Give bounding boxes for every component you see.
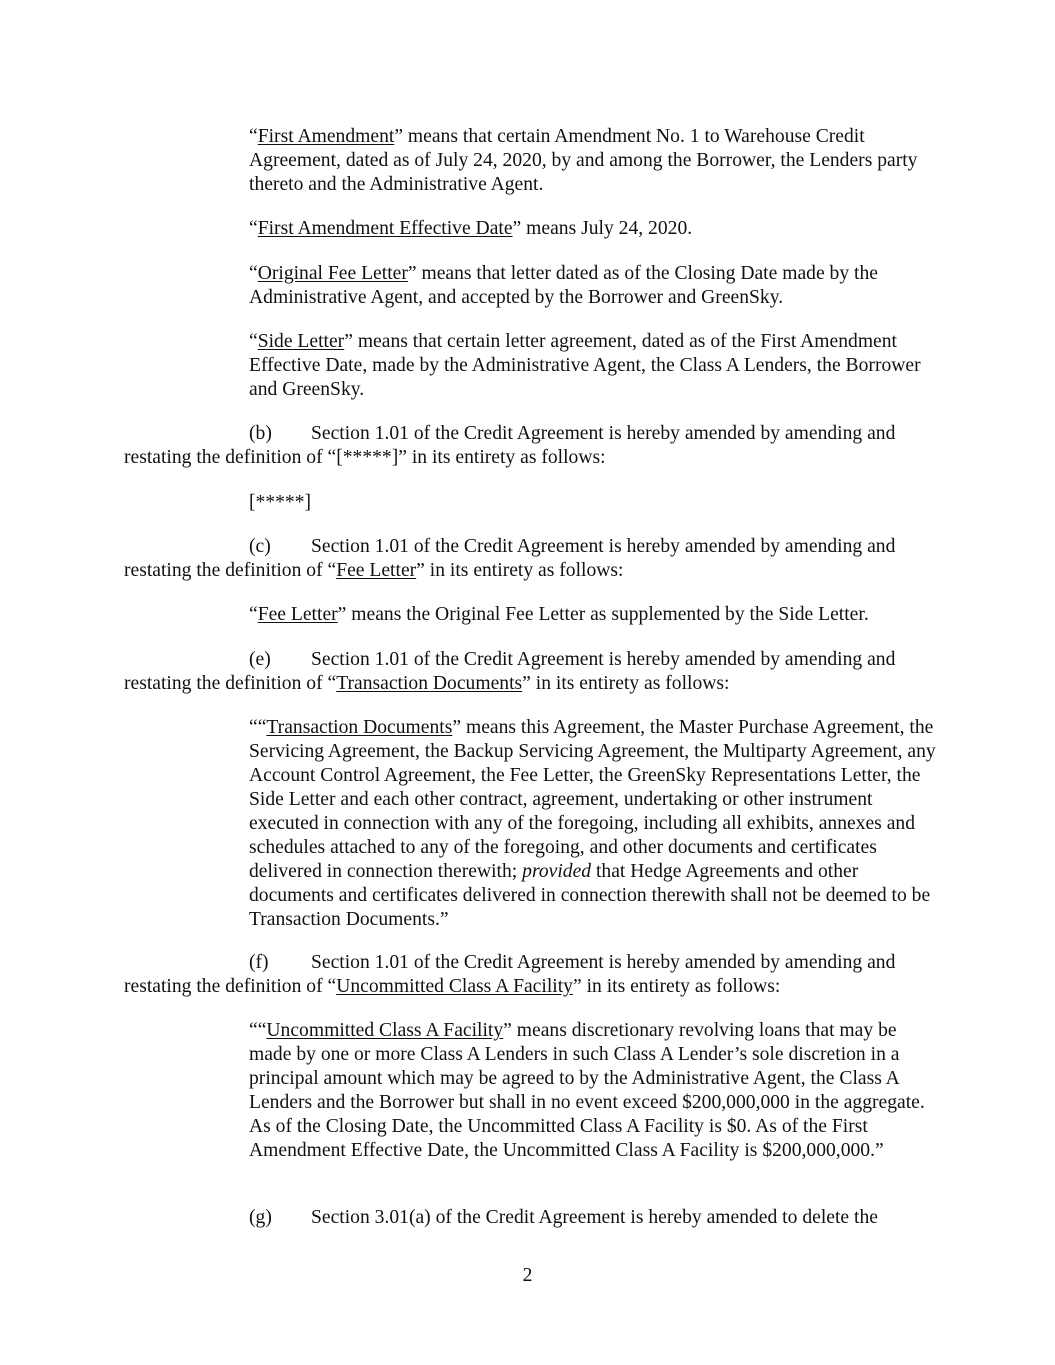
- defined-term: Original Fee Letter: [257, 263, 408, 284]
- defined-term: Side Letter: [257, 331, 345, 352]
- defined-term: First Amendment: [257, 126, 395, 147]
- paragraph-label: (f): [249, 952, 269, 973]
- paragraph-g: (g) Section 3.01(a) of the Credit Agreement is hereby amended to delete the: [249, 1207, 878, 1228]
- definition-original-fee-letter: “Original Fee Letter” means that letter dated as of the Closing Date made by the Administrative Agent, and accepted by the Borrower and GreenSky.: [249, 263, 878, 308]
- italic-provided: provided: [522, 861, 592, 882]
- paragraph-label: (g): [249, 1207, 272, 1228]
- definition-transaction-documents: ““Transaction Documents” means this Agreement, the Master Purchase Agreement, the Servicing Agreement, the Backup Servicing Agreement, the Multiparty Agreement, any Account Control Agreement, the Fee Letter, the GreenSky Representations Letter, the Side Letter and each other contract, agreement, undertaking or other instrument executed in connection with any of the foregoing, including all exhibits, annexes and schedules attached to any of the foregoing, and other documents and certificates delivered in connection therewith; provided that Hedge Agreements and other documents and certificates delivered in connection therewith shall not be deemed to be Transaction Documents.”: [249, 717, 936, 930]
- definition-fee-letter: “Fee Letter” means the Original Fee Letter as supplemented by the Side Letter.: [249, 604, 869, 625]
- paragraph-label: (c): [249, 536, 271, 557]
- defined-term: Transaction Documents: [336, 673, 523, 694]
- paragraph-c: (c) Section 1.01 of the Credit Agreement is hereby amended by amending and restating the definition of “Fee Letter” in its entirety as follows:: [124, 536, 896, 581]
- page-number: 2: [522, 1265, 533, 1286]
- defined-term: First Amendment Effective Date: [257, 218, 513, 239]
- paragraph-label: (b): [249, 423, 272, 444]
- definition-uncommitted-class-a-facility: ““Uncommitted Class A Facility” means discretionary revolving loans that may be made by one or more Class A Lenders in such Class A Lender’s sole discretion in a principal amount which may be agreed to by the Administrative Agent, the Class A Lenders and the Borrower but shall in no event exceed $200,000,000 in the aggregate. As of the Closing Date, the Uncommitted Class A Facility is $0. As of the First Amendment Effective Date, the Uncommitted Class A Facility is $200,000,000.”: [249, 1020, 925, 1161]
- defined-term: Uncommitted Class A Facility: [336, 976, 573, 997]
- paragraph-label: (e): [249, 649, 271, 670]
- defined-term: Fee Letter: [336, 560, 417, 581]
- defined-term: Fee Letter: [257, 604, 338, 625]
- paragraph-e: (e) Section 1.01 of the Credit Agreement is hereby amended by amending and restating the definition of “Transaction Documents” in its entirety as follows:: [124, 649, 896, 694]
- defined-term: Transaction Documents: [266, 717, 453, 738]
- paragraph-f: (f) Section 1.01 of the Credit Agreement is hereby amended by amending and restating the definition of “Uncommitted Class A Facility” in its entirety as follows:: [124, 952, 896, 997]
- defined-term: Uncommitted Class A Facility: [266, 1020, 504, 1041]
- definition-first-amendment-effective-date: “First Amendment Effective Date” means July 24, 2020.: [249, 218, 693, 239]
- definition-first-amendment: “First Amendment” means that certain Amendment No. 1 to Warehouse Credit Agreement, dated as of July 24, 2020, by and among the Borrower, the Lenders party thereto and the Administrative Agent.: [249, 126, 918, 195]
- definition-side-letter: “Side Letter” means that certain letter agreement, dated as of the First Amendment Effective Date, made by the Administrative Agent, the Class A Lenders, the Borrower and GreenSky.: [249, 331, 921, 400]
- redacted-definition: [*****]: [249, 492, 312, 513]
- paragraph-b: (b) Section 1.01 of the Credit Agreement is hereby amended by amending and restating the definition of “[*****]” in its entirety as follows:: [124, 423, 896, 468]
